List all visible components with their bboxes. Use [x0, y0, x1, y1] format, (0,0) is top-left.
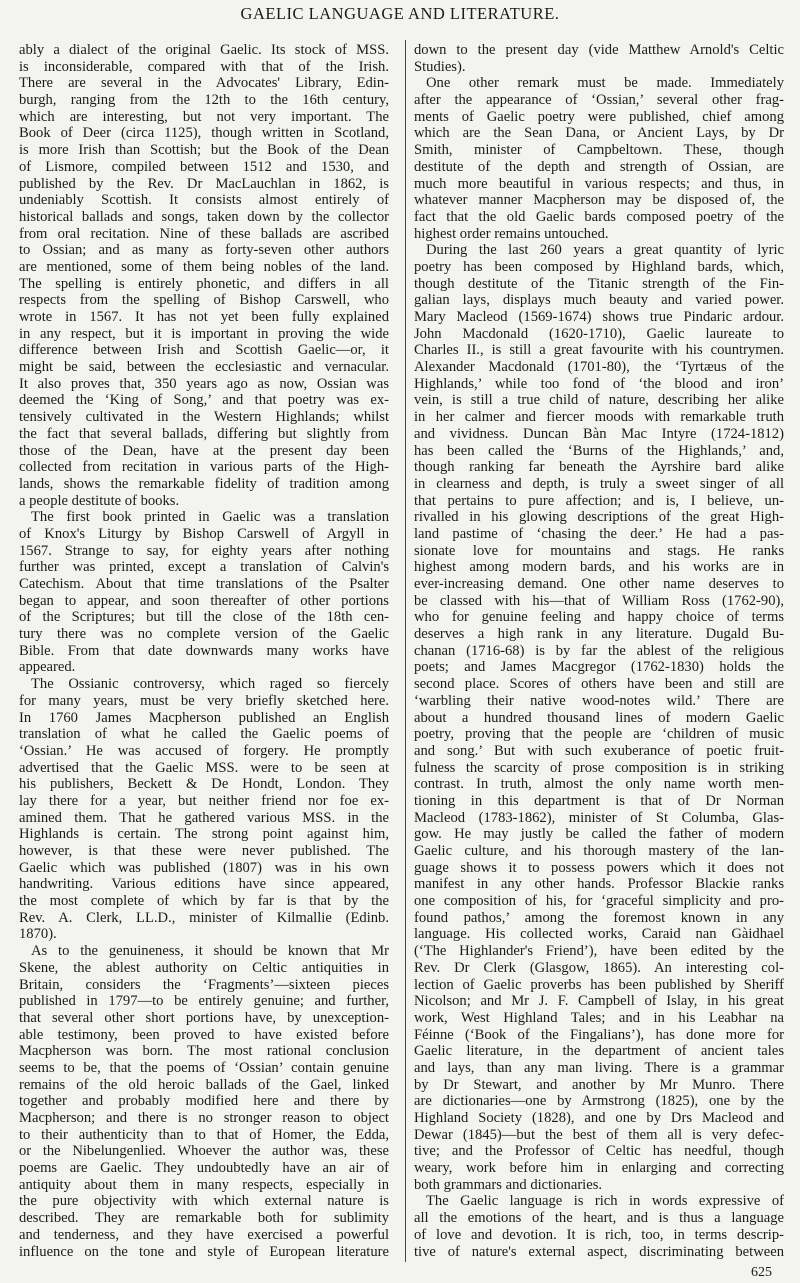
text-line: deserves a high rank in any literature. Dugald Bu- — [414, 626, 784, 643]
text-line: further was printed, except a translation of Calvin's — [19, 559, 389, 576]
text-line: land pastime of ‘chasing the deer.’ He had a pas- — [414, 525, 784, 542]
text-line: The Gaelic language is rich in words expressive of — [426, 1193, 784, 1210]
text-line: in her calmer and fiercer moods with remarkable truth — [414, 409, 784, 426]
text-line: burgh, ranging from the 12th to the 16th century, — [19, 92, 389, 109]
text-line: lay there for a year, but neither friend nor foe ex- — [19, 792, 389, 809]
text-line: in clearness and depth, is truly a sweet singer of all — [414, 475, 784, 492]
text-line: published by the Rev. Dr MacLauchlan in 1862, is — [19, 175, 389, 192]
text-line: difference between Irish and Scottish Gaelic—or, it — [19, 342, 389, 359]
text-line: a people destitute of books. — [19, 492, 180, 509]
text-line: found pathos,’ among the foremost known in any — [414, 909, 784, 926]
text-line: Charles II., is still a great favourite with his countrymen. — [414, 342, 784, 359]
paragraph — [19, 676, 389, 943]
text-line: fulness the scarcity of prose composition is in striking — [414, 759, 784, 776]
text-line: Macleod (1783-1862), minister of St Columba, Glas- — [414, 809, 784, 826]
text-line: influence on the tone and style of European literature — [19, 1243, 389, 1260]
text-line: seems to be, that the poems of ‘Ossian’ contain genuine — [19, 1059, 389, 1076]
text-line: of love and devotion. It is rich, too, in terms descrip- — [414, 1226, 784, 1243]
text-line: Skene, the ablest authority on Celtic antiquities in — [19, 959, 389, 976]
running-header: GAELIC LANGUAGE AND LITERATURE. — [240, 4, 560, 23]
text-line: The first book printed in Gaelic was a translation — [31, 509, 389, 526]
text-line: 1567. Strange to say, for eighty years after nothing — [19, 542, 389, 559]
text-line: Dewar (1845)—but the best of them all is very defec- — [414, 1126, 784, 1143]
text-line: those of the Dean, have at the present day been — [19, 442, 389, 459]
text-line: though ranking far beneath the Ayrshire bard alike — [414, 459, 784, 476]
text-line: Gaelic which was published (1807) was in his own — [19, 859, 389, 876]
text-line: tive; and the Professor of Celtic has needful, though — [414, 1143, 784, 1160]
text-line: weary, work before him in enlarging and correcting — [414, 1160, 784, 1177]
text-line: by Dr Stewart, and another by Mr Munro. There — [414, 1076, 784, 1093]
text-line: ever-increasing demand. One other name deserves to — [414, 576, 784, 592]
text-line: about a hundred thousand lines of modern Gaelic — [414, 709, 784, 726]
text-line: rivalled in his glowing descriptions of the great High- — [414, 509, 784, 526]
text-line: poetry has been composed by Highland bards, which, — [414, 258, 784, 275]
text-line: amined them. That he gathered various MSS. in the — [19, 809, 389, 826]
text-line: 1870). — [19, 926, 57, 943]
text-line: though destitute of the Titanic strength of the Fin- — [414, 275, 784, 292]
paragraph — [414, 242, 784, 1193]
text-line: The Ossianic controversy, which raged so fiercely — [31, 676, 389, 693]
text-line: however, is that these were never published. The — [19, 843, 389, 859]
text-line: highest among modern bards, and his works are in — [414, 559, 784, 576]
text-line: might be said, between the ecclesiastic and vernacular. — [19, 359, 389, 376]
text-line: advertised that the Gaelic MSS. were to be seen at — [19, 759, 389, 776]
text-line: and vividness. Duncan Bàn Mac Intyre (1724-1812) — [414, 425, 784, 442]
column-divider — [405, 40, 406, 1262]
text-line: to Ossian; and as many as forty-seven other authors — [19, 242, 389, 259]
text-line: sionate love for mountains and stags. He ranks — [414, 542, 784, 559]
text-line: fact that the old Gaelic bards composed poetry of the — [414, 208, 784, 225]
text-line: historical ballads and songs, taken down by the collector — [19, 208, 389, 225]
text-line: Alexander Macdonald (1701-80), the ‘Tyrtæus of the — [414, 359, 784, 376]
text-line: both grammars and dictionaries. — [414, 1176, 603, 1193]
text-line: described. They are remarkable both for sublimity — [19, 1210, 389, 1227]
text-line: which are interesting, but not very important. The — [19, 108, 389, 125]
text-line: Macpherson; and there is no stronger reason to object — [19, 1110, 389, 1126]
text-line: Catechism. About that time translations of the Psalter — [19, 576, 389, 592]
text-line: the most complete of which by far is that by the — [19, 893, 389, 910]
text-line: Nicolson; and Mr J. F. Campbell of Islay, in his great — [414, 993, 784, 1010]
text-line: tury there was no complete version of the Gaelic — [19, 626, 389, 643]
text-line: published in 1797—to be entirely genuine; and further, — [19, 993, 389, 1010]
text-line: translation of what he called the Gaelic poems of — [19, 726, 389, 743]
text-line: vein, is still a true child of nature, describing her alike — [414, 392, 784, 409]
text-line: lection of Gaelic proverbs has been published by Sheriff — [414, 976, 784, 993]
text-line: antiquity about them in many respects, especially in — [19, 1176, 389, 1193]
text-line: Book of Deer (circa 1125), though written in Scotland, — [19, 125, 389, 142]
text-line: which are the Sean Dana, or Ancient Lays, by Dr — [414, 125, 784, 142]
text-line: of the Scriptures; but till the close of the 18th cen- — [19, 609, 389, 626]
text-line: Smith, minister of Campbeltown. These, though — [414, 142, 784, 159]
text-line: gow. He may justly be called the father of modern — [414, 826, 784, 843]
text-line: undeniably Scottish. It consists almost entirely of — [19, 192, 389, 209]
text-line: poems are Gaelic. They undoubtedly have an air of — [19, 1160, 389, 1177]
text-line: destitute of the depth and strength of Ossian, are — [414, 158, 784, 175]
text-line: that several other short portions have, by unexception- — [19, 1009, 389, 1026]
text-line: all the emotions of the heart, and is thus a language — [414, 1210, 784, 1227]
text-line: ably a dialect of the original Gaelic. Its stock of MSS. — [19, 42, 389, 58]
text-line: appeared. — [19, 659, 76, 676]
paragraph — [19, 509, 389, 676]
text-line: poetry, proving that the people are ‘children of music — [414, 726, 784, 743]
text-line: and tenderness, and they have exercised a powerful — [19, 1226, 389, 1243]
text-line: whatever manner Macpherson may be disposed of, the — [414, 192, 784, 209]
text-line: respects from the spelling of Bishop Carswell, who — [19, 292, 389, 309]
text-line: his publishers, Beckett & De Hondt, London. They — [19, 776, 389, 793]
text-line: ‘Ossian.’ He was accused of forgery. He promptly — [19, 742, 389, 759]
text-line: It also proves that, 350 years ago as now, Ossian was — [19, 375, 389, 392]
text-line: Britain, considers the ‘Fragments’—sixteen pieces — [19, 976, 389, 993]
text-line: to their authenticity than to that of Homer, the Edda, — [19, 1126, 389, 1143]
text-line: John Macdonald (1620-1710), Gaelic laureate to — [414, 325, 784, 342]
text-line: manifest in any other hands. Professor Blackie ranks — [414, 876, 784, 893]
text-line: from oral recitation. Nine of these ballads are ascribed — [19, 225, 389, 242]
text-line: Bible. From that date downwards many works have — [19, 642, 389, 659]
text-line: Highland Society (1828), and one by Drs Macleod and — [414, 1110, 784, 1126]
text-line: In 1760 James Macpherson published an English — [19, 709, 389, 726]
text-line: down to the present day (vide Matthew Arnold's Celtic — [414, 42, 784, 58]
text-line: Macpherson was born. The most rational conclusion — [19, 1043, 389, 1060]
text-line: the fact that several ballads, differing but slightly from — [19, 425, 389, 442]
text-line: wrote in 1567. It has not yet been fully explained — [19, 309, 389, 325]
text-line: able testimony, been proved to have existed before — [19, 1026, 389, 1043]
text-line: together and probably modified here and there by — [19, 1093, 389, 1110]
text-line: chanan (1716-68) is by far the ablest of the religious — [414, 642, 784, 659]
text-line: highest order remains untouched. — [414, 225, 609, 242]
text-line: one composition of his, for ‘graceful simplicity and pro- — [414, 893, 784, 910]
text-line: There are several in the Advocates' Library, Edin- — [19, 75, 389, 92]
text-line: is inconsiderable, compared with that of the Irish. — [19, 58, 389, 75]
text-line: lands, shows the remarkable fidelity of tradition among — [19, 475, 389, 492]
text-line: tensively cultivated in the Western Highlands; whilst — [19, 409, 389, 426]
text-line: Highlands is certain. The strong point against him, — [19, 826, 389, 843]
text-line: language. His collected works, Caraid nan Gàidhael — [414, 926, 784, 943]
text-line: or the Nibelungenlied. Whoever the author was, these — [19, 1143, 389, 1160]
text-line: Gaelic literature, in the department of ancient tales — [414, 1043, 784, 1060]
text-line: tive of nature's external aspect, discriminating between — [414, 1243, 784, 1260]
text-line: the pure objectivity with which external nature is — [19, 1193, 389, 1210]
paragraph — [414, 42, 784, 75]
text-line: Rev. A. Clerk, LL.D., minister of Kilmallie (Edinb. — [19, 909, 389, 926]
text-line: Féinne (‘Book of the Fingalians’), has done more for — [414, 1026, 784, 1043]
text-line: much more beautiful in various respects; and thus, in — [414, 175, 784, 192]
text-line: handwriting. Various editions have since appeared, — [19, 876, 389, 893]
text-line: Mary Macleod (1569-1674) shows true Pindaric ardour. — [414, 309, 784, 325]
text-line: of Lismore, compiled between 1512 and 1530, and — [19, 158, 389, 175]
text-line: is more Irish than Scottish; but the Book of the Dean — [19, 142, 389, 159]
text-line: (‘The Highlander's Friend’), have been edited by the — [414, 943, 784, 960]
text-line: Studies). — [414, 58, 466, 75]
text-line: be classed with his—that of William Ross (1762-90), — [414, 592, 784, 609]
text-line: guage shows it to possess powers which it does not — [414, 859, 784, 876]
text-line: The spelling is entirely phonetic, and differs in all — [19, 275, 389, 292]
text-line: second place. Scores of others have been and still are — [414, 676, 784, 693]
text-line: work, West Highland Tales; and in his Leabhar na — [414, 1009, 784, 1026]
paragraph — [19, 943, 389, 1260]
left-column — [19, 42, 389, 1260]
paragraph — [414, 75, 784, 242]
text-line: During the last 260 years a great quantity of lyric — [426, 242, 784, 259]
text-line: collected from recitation in various parts of the High- — [19, 459, 389, 476]
text-line: and lays, than any man living. There is a grammar — [414, 1059, 784, 1076]
paragraph — [19, 42, 389, 509]
text-line: after the appearance of ‘Ossian,’ several other frag- — [414, 92, 784, 109]
text-line: contrast. In truth, almost the only name worth men- — [414, 776, 784, 793]
text-line: deemed the ‘King of Song,’ and that poetry was ex- — [19, 392, 389, 409]
text-line: One other remark must be made. Immediately — [426, 75, 784, 92]
text-line: that pertains to pure affection; and is, I believe, un- — [414, 492, 784, 509]
text-line: began to appear, and soon thereafter of other portions — [19, 592, 389, 609]
text-line: are dictionaries—one by Armstrong (1825), one by the — [414, 1093, 784, 1110]
text-line: in any respect, but it is important in proving the wide — [19, 325, 389, 342]
paragraph — [414, 1193, 784, 1260]
text-line: Highlands,’ while too fond of ‘the blood and iron’ — [414, 375, 784, 392]
text-line: As to the genuineness, it should be known that Mr — [31, 943, 389, 960]
text-line: remains of the old heroic ballads of the Gael, linked — [19, 1076, 389, 1093]
text-line: tioning in this department is that of Dr Norman — [414, 792, 784, 809]
text-line: ments of Gaelic poetry were published, chief among — [414, 108, 784, 125]
text-line: who for genuine feeling and happy choice of terms — [414, 609, 784, 626]
text-line: galian lays, displays much beauty and varied power. — [414, 292, 784, 309]
text-line: ‘warbling their native wood-notes wild.’ There are — [414, 692, 784, 709]
text-line: and song.’ But with such exuberance of poetic fruit- — [414, 742, 784, 759]
page-number: 625 — [751, 1265, 772, 1280]
text-line: for many years, must be very briefly sketched here. — [19, 692, 389, 709]
right-column — [414, 42, 784, 1260]
text-line: of Knox's Liturgy by Bishop Carswell of Argyll in — [19, 525, 389, 542]
text-line: Rev. Dr Clerk (Glasgow, 1865). An interesting col- — [414, 959, 784, 976]
text-line: has been called the ‘Burns of the Highlands,’ and, — [414, 442, 784, 459]
text-line: Gaelic culture, and his thorough mastery of the lan- — [414, 843, 784, 859]
text-line: poets; and James Macgregor (1762-1830) holds the — [414, 659, 784, 676]
text-line: are mentioned, some of them being nobles of the land. — [19, 258, 389, 275]
